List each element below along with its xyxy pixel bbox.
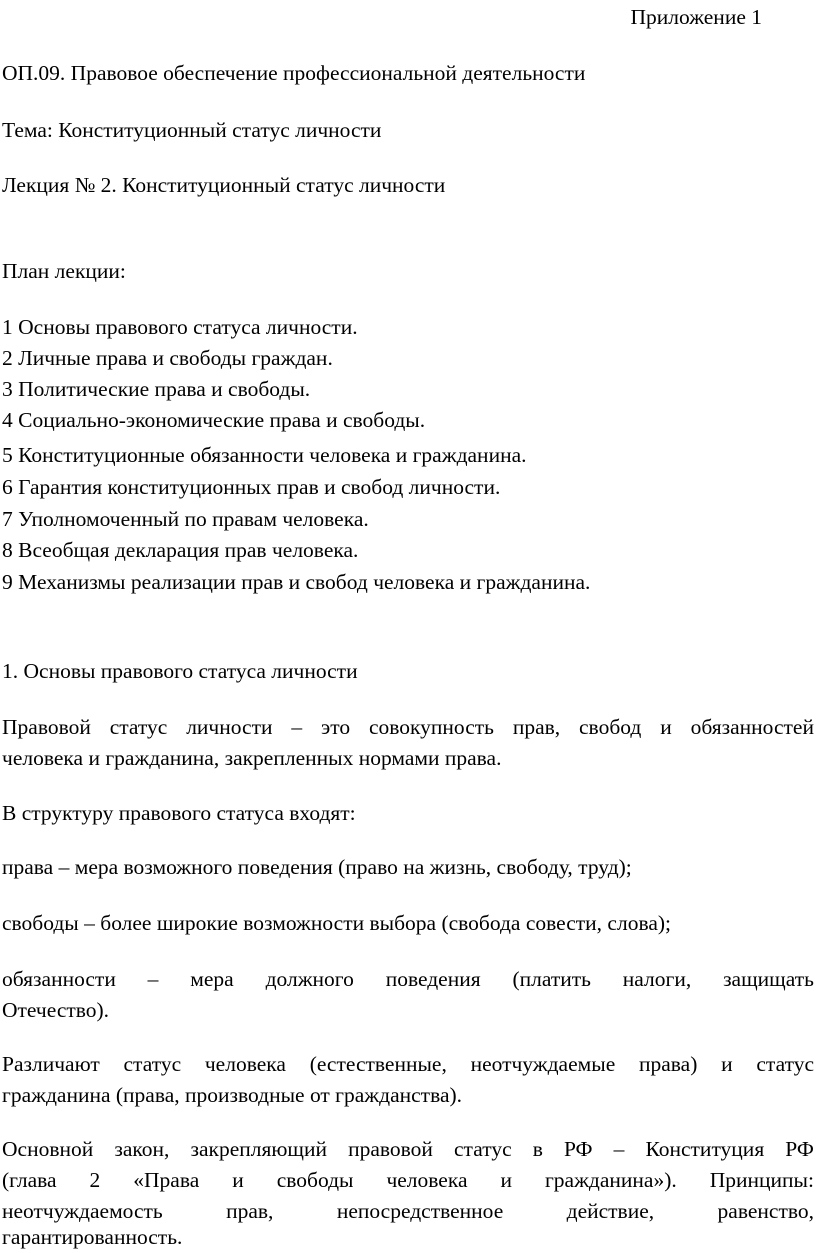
paragraph-4: свободы – более широкие возможности выбора (свобода совести, слова); <box>2 911 671 935</box>
paragraph-3: права – мера возможного поведения (право на жизнь, свободу, труд); <box>2 855 632 879</box>
paragraph-5-line-1 <box>2 964 814 995</box>
word: «Права <box>133 1168 200 1192</box>
word: статус <box>123 1052 182 1076</box>
word: личности <box>186 715 273 739</box>
plan-item: 2 Личные права и свободы граждан. <box>2 346 333 370</box>
plan-title: План лекции: <box>2 259 126 283</box>
plan-item: 4 Социально-экономические права и свободы. <box>2 408 426 432</box>
word: обязанности <box>2 967 116 991</box>
word: (естественные, <box>309 1052 447 1076</box>
word: обязанностей <box>690 715 814 739</box>
word: статус <box>756 1052 814 1076</box>
appendix-label: Приложение 1 <box>630 5 762 29</box>
word: налоги, <box>622 967 692 991</box>
course-title: ОП.09. Правовое обеспечение профессиональной деятельности <box>2 61 586 85</box>
word: Различают <box>2 1052 100 1076</box>
word: 2 <box>89 1168 101 1192</box>
word: в <box>532 1137 543 1161</box>
word: права) <box>639 1052 698 1076</box>
word: это <box>320 715 351 739</box>
word: должного <box>265 967 354 991</box>
word: – <box>613 1137 625 1161</box>
paragraph-7-line-4: гарантированность. <box>2 1225 183 1249</box>
paragraph-7-line-2 <box>2 1165 814 1196</box>
plan-item: 8 Всеобщая декларация прав человека. <box>2 538 359 562</box>
word: (платить <box>512 967 591 991</box>
word: Правовой <box>2 715 91 739</box>
word: неотчуждаемость <box>2 1199 163 1223</box>
lecture-title: Лекция № 2. Конституционный статус личности <box>2 173 446 197</box>
paragraph-6-line-1 <box>2 1049 814 1080</box>
word: защищать <box>723 967 814 991</box>
word: – <box>147 967 159 991</box>
paragraph-7-line-1 <box>2 1134 814 1165</box>
word: правовой <box>348 1137 433 1161</box>
word: действие, <box>566 1199 655 1223</box>
paragraph-1-line-1 <box>2 712 814 743</box>
word: совокупность <box>368 715 494 739</box>
word: и <box>232 1168 244 1192</box>
plan-item: 6 Гарантия конституционных прав и свобод личности. <box>2 475 501 499</box>
word: РФ <box>563 1137 593 1161</box>
word: поведения <box>385 967 481 991</box>
word: (глава <box>2 1168 57 1192</box>
word: закрепляющий <box>190 1137 327 1161</box>
word: – <box>291 715 303 739</box>
plan-item: 7 Уполномоченный по правам человека. <box>2 507 369 531</box>
word: статус <box>454 1137 512 1161</box>
word: и <box>500 1168 512 1192</box>
word: и <box>660 715 672 739</box>
paragraph-6-line-2: гражданина (права, производные от гражданства). <box>2 1083 463 1107</box>
paragraph-1-line-2: человека и гражданина, закрепленных нормами права. <box>2 746 502 770</box>
word: статус <box>109 715 168 739</box>
word: свободы <box>276 1168 354 1192</box>
word: неотчуждаемые <box>470 1052 616 1076</box>
section-1-title: 1. Основы правового статуса личности <box>2 659 358 683</box>
plan-item: 1 Основы правового статуса личности. <box>2 315 358 339</box>
plan-item: 3 Политические права и свободы. <box>2 377 311 401</box>
word: гражданина»). <box>544 1168 677 1192</box>
word: свобод <box>579 715 642 739</box>
word: и <box>721 1052 733 1076</box>
word: прав, <box>512 715 561 739</box>
topic-title: Тема: Конституционный статус личности <box>2 118 382 142</box>
word: человека <box>386 1168 468 1192</box>
word: равенство, <box>717 1199 814 1223</box>
plan-item: 5 Конституционные обязанности человека и гражданина. <box>2 443 527 467</box>
word: Основной <box>2 1137 94 1161</box>
plan-item: 9 Механизмы реализации прав и свобод человека и гражданина. <box>2 570 591 594</box>
word: прав, <box>226 1199 274 1223</box>
word: Конституция <box>645 1137 765 1161</box>
word: человека <box>204 1052 286 1076</box>
word: закон, <box>114 1137 170 1161</box>
word: Принципы: <box>709 1168 814 1192</box>
paragraph-5-line-2: Отечество). <box>2 998 110 1022</box>
word: РФ <box>785 1137 814 1161</box>
paragraph-2: В структуру правового статуса входят: <box>2 801 356 825</box>
word: непосредственное <box>336 1199 504 1223</box>
word: мера <box>190 967 234 991</box>
